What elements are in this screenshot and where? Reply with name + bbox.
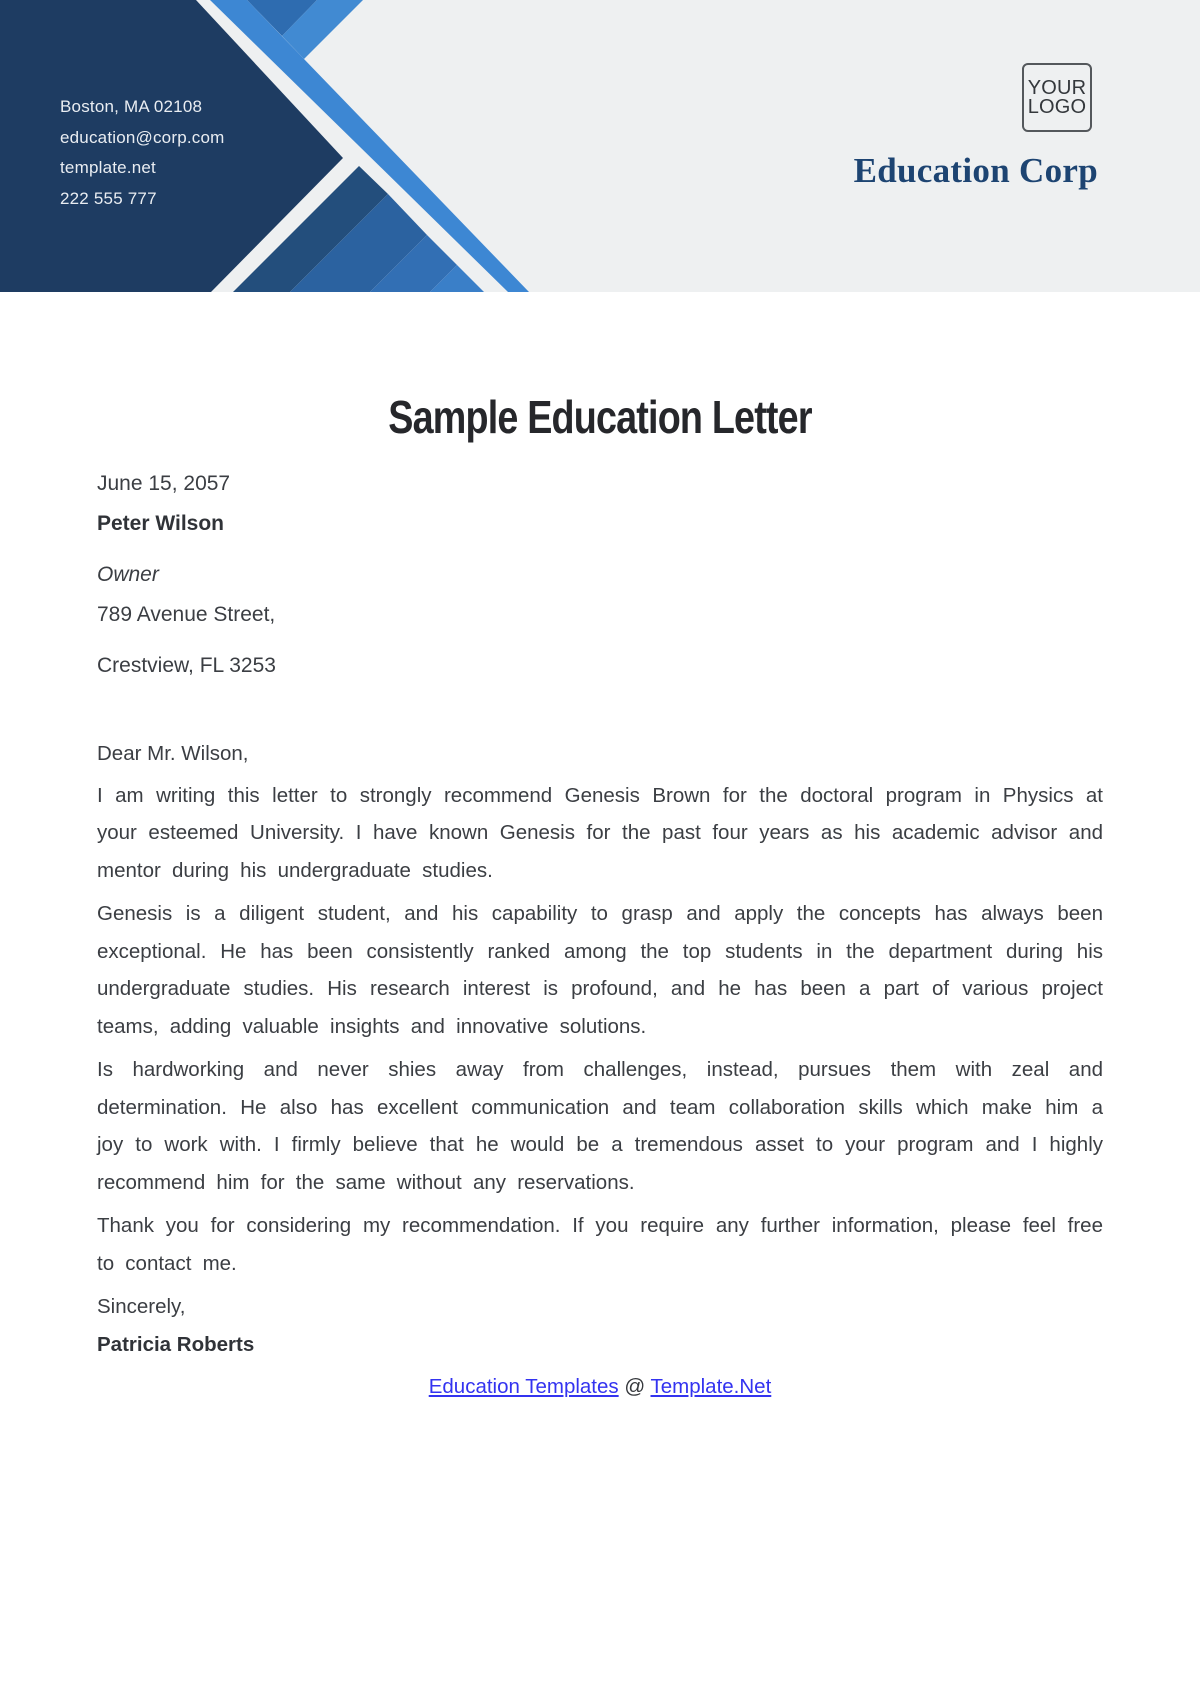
logo-text-line1: YOUR	[1027, 77, 1087, 99]
contact-website: template.net	[60, 158, 156, 177]
recipient-address-line1: 789 Avenue Street,	[97, 603, 276, 626]
recipient-title: Owner	[97, 563, 159, 586]
education-templates-link[interactable]: Education Templates	[428, 1375, 619, 1398]
body-paragraph-3: Is hardworking and never shies away from challenges, instead, pursues them with zeal and determination. He also has excellent communication and team collaboration skills which make him a joy to work with. I firmly believe that he would be a tremendous asset to your program and I highly recommend him for the same without any reservations.	[97, 1058, 1103, 1194]
footer-separator: @	[624, 1375, 646, 1398]
body-paragraph-4: Thank you for considering my recommendation. If you require any further information, please feel free to contact me.	[97, 1214, 1103, 1275]
contact-info-block	[60, 92, 225, 214]
letter-date: June 15, 2057	[97, 472, 231, 495]
salutation: Dear Mr. Wilson,	[97, 742, 249, 765]
contact-city: Boston, MA 02108	[60, 97, 203, 116]
footer-attribution	[97, 1368, 1103, 1406]
logo-placeholder	[1022, 63, 1092, 132]
recipient-address-line2: Crestview, FL 3253	[97, 654, 276, 677]
recipient-name: Peter Wilson	[97, 512, 225, 535]
contact-phone: 222 555 777	[60, 188, 157, 208]
company-name: Education Corp	[853, 151, 1098, 190]
body-paragraph-2: Genesis is a diligent student, and his capability to grasp and apply the concepts has always been exceptional. He has been consistently ranked among the top students in the department during his undergraduate studies. His research interest is profound, and he has been a part of various project teams, adding valuable insights and innovative solutions.	[97, 902, 1103, 1038]
recipient-block	[97, 464, 1103, 686]
body-paragraph-1: I am writing this letter to strongly recommend Genesis Brown for the doctoral program in Physics at your esteemed University. I have known Genesis for the past four years as his academic advisor and mentor during his undergraduate studies.	[97, 783, 1103, 882]
closing: Sincerely,	[97, 1295, 186, 1318]
template-net-link[interactable]: Template.Net	[650, 1375, 772, 1398]
logo-text-line2: LOGO	[1027, 95, 1087, 118]
letter-title: Sample Education Letter	[388, 391, 812, 443]
letterhead	[0, 0, 1200, 292]
contact-email: education@corp.com	[60, 127, 225, 147]
letter-content	[0, 391, 1200, 1406]
signature-name: Patricia Roberts	[97, 1332, 255, 1356]
